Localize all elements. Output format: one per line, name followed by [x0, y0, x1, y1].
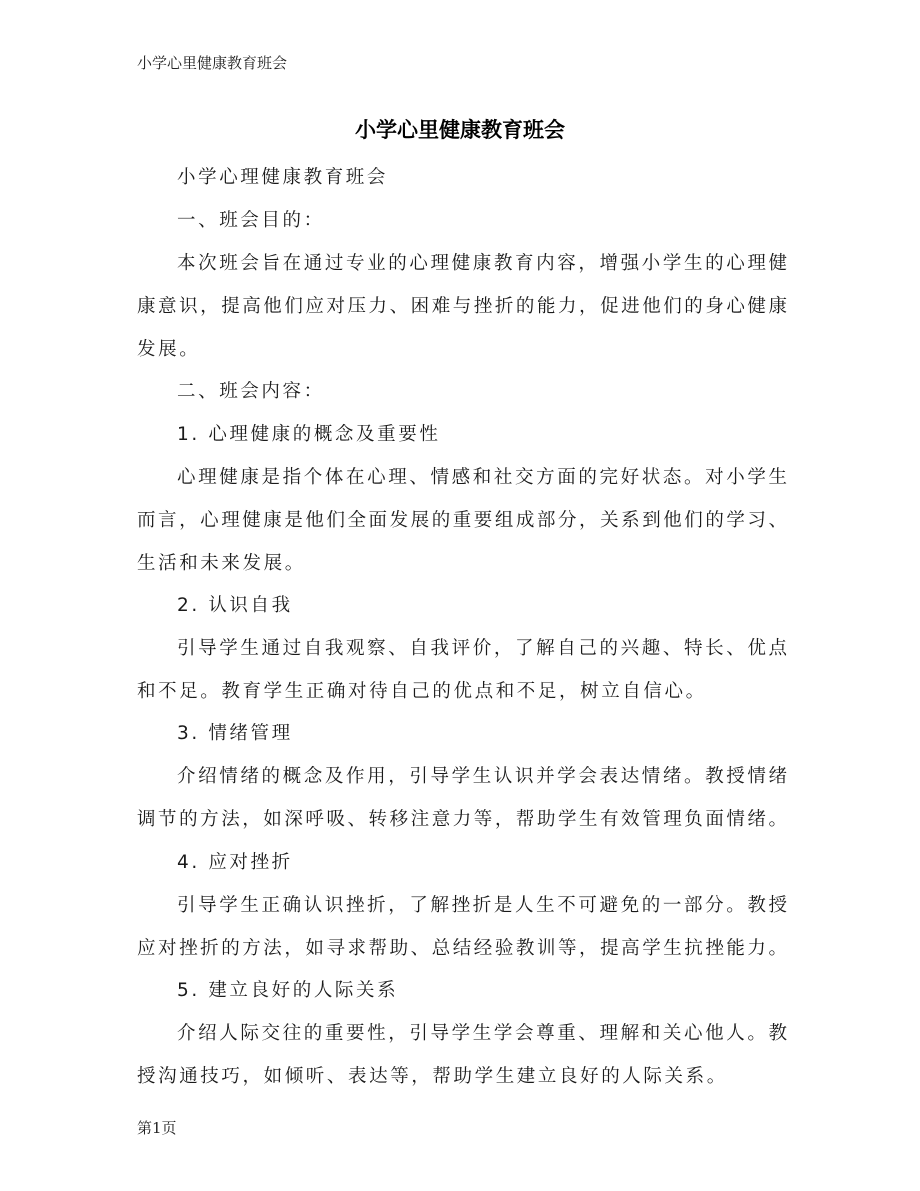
paragraph-line: 本次班会旨在通过专业的心理健康教育内容，增强小学生的心理健 — [177, 253, 787, 274]
page-number: 第1页 — [137, 1119, 177, 1137]
paragraph-line: 而言，心理健康是他们全面发展的重要组成部分，关系到他们的学习、 — [137, 510, 787, 531]
paragraph-line: 引导学生正确认识挫折，了解挫折是人生不可避免的一部分。教授 — [177, 895, 787, 916]
paragraph-line: 介绍人际交往的重要性，引导学生学会尊重、理解和关心他人。教 — [177, 1023, 787, 1044]
item-heading-5: 5. 建立良好的人际关系 — [177, 980, 399, 1001]
item-heading-3: 3. 情绪管理 — [177, 723, 293, 744]
section2-heading: 二、班会内容： — [177, 381, 325, 402]
paragraph-line: 调节的方法，如深呼吸、转移注意力等，帮助学生有效管理负面情绪。 — [137, 809, 787, 830]
item-heading-4: 4. 应对挫折 — [177, 852, 293, 873]
paragraph-line: 心理健康是指个体在心理、情感和社交方面的完好状态。对小学生 — [177, 467, 787, 488]
paragraph-line: 发展。 — [137, 339, 201, 360]
paragraph-line: 应对挫折的方法，如寻求帮助、总结经验教训等，提高学生抗挫能力。 — [137, 938, 787, 959]
document-subtitle: 小学心理健康教育班会 — [177, 167, 389, 188]
document-title: 小学心里健康教育班会 — [355, 117, 565, 142]
paragraph-line: 康意识，提高他们应对压力、困难与挫折的能力，促进他们的身心健康 — [137, 296, 787, 317]
section1-heading: 一、班会目的： — [177, 210, 325, 231]
item-heading-2: 2. 认识自我 — [177, 595, 293, 616]
paragraph-line: 和不足。教育学生正确对待自己的优点和不足，树立自信心。 — [137, 681, 707, 702]
paragraph-line: 介绍情绪的概念及作用，引导学生认识并学会表达情绪。教授情绪 — [177, 766, 787, 787]
paragraph-line: 授沟通技巧，如倾听、表达等，帮助学生建立良好的人际关系。 — [137, 1066, 728, 1087]
paragraph-line: 生活和未来发展。 — [137, 553, 306, 574]
paragraph-line: 引导学生通过自我观察、自我评价，了解自己的兴趣、特长、优点 — [177, 638, 787, 659]
item-heading-1: 1. 心理健康的概念及重要性 — [177, 424, 441, 445]
page-header: 小学心里健康教育班会 — [137, 54, 288, 72]
